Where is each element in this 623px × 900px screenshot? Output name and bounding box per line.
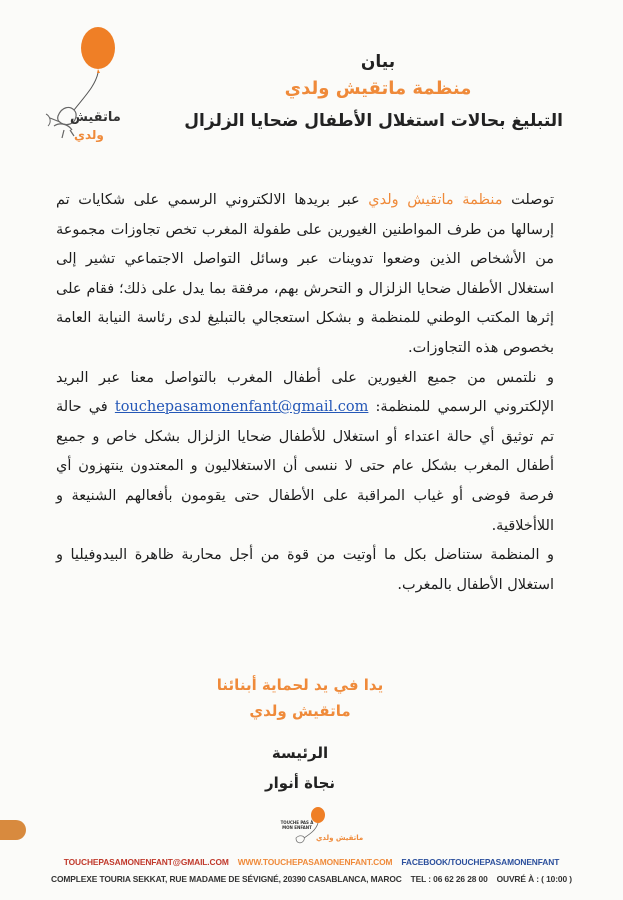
footer-address-line — [0, 874, 623, 884]
footer-tel: TEL : 06 62 26 28 00 — [410, 874, 488, 884]
signature-block — [150, 738, 450, 798]
side-tab — [0, 820, 26, 840]
organization-name: منظمة ماتقيش ولدي — [284, 78, 472, 99]
paragraph-3: و المنظمة ستناضل بكل ما أوتيت من قوة من أجل محاربة ظاهرة البيدوفيليا و استغلال الأطفال بالمغرب. — [56, 547, 554, 593]
document-header — [143, 50, 563, 134]
footer-contacts — [0, 857, 623, 867]
closing-org: ماتقيش ولدي — [249, 702, 351, 720]
logo-text-line1: ماتقيش — [70, 110, 121, 125]
paragraph-2 — [56, 364, 554, 542]
closing-slogan: يدا في يد لحماية أبنائنا — [216, 676, 384, 694]
footer-address: COMPLEXE TOURIA SEKKAT, RUE MADAME DE SÉVIGNÉ, 20390 CASABLANCA, MAROC — [51, 874, 402, 884]
document-body — [56, 186, 554, 600]
p1-org-name: منظمة ماتقيش ولدي — [368, 192, 503, 208]
email-link[interactable]: touchepasamonenfant@gmail.com — [114, 399, 369, 416]
paragraph-1 — [56, 186, 554, 364]
closing-block — [150, 672, 450, 724]
organization-logo — [40, 26, 121, 158]
document-title: بيان — [360, 52, 396, 72]
small-logo-text-fr: TOUCHE PAS À MON ENFANT — [280, 820, 314, 830]
footer-website[interactable]: WWW.TOUCHEPASAMONENFANT.COM — [237, 857, 393, 867]
footer-facebook[interactable]: FACEBOOK/TOUCHEPASAMONENFANT — [401, 857, 560, 867]
p2-text: في حالة تم توثيق أي حالة اعتداء أو استغلال للأطفال ضحايا الزلزال بشكل خاص و جميع أطفال المغرب بشكل عام حتى لا ننسى أن الاستغلاليون و المعتدون ينتهزون أي فرصة فوضى أو غياب المراقبة على الأطفال حتى يقومون بأفعالهم الشنيعة و اللاأخلاقية. — [56, 399, 554, 534]
logo-text-line2: ولدي — [74, 128, 104, 142]
p1-prefix: توصلت — [511, 192, 555, 208]
small-logo — [280, 806, 364, 852]
footer-email[interactable]: TOUCHEPASAMONENFANT@GMAIL.COM — [63, 857, 229, 867]
p1-text: عبر بريدها الالكتروني الرسمي على شكايات تم إرسالها من طرف المواطنين الغيورين على طفولة المغرب تخص تجاوزات مجموعة من الأشخاص الذين وضعوا تدوينات عبر وسائل التواصل الاجتماعي تشير إلى استغلال الأطفال ضحايا الزلزال و التحرش بهم، مرفقة بما يدل على ذلك؛ فقام على إثرها المكتب الوطني للمنظمة و بشكل استعجالي بالتبليغ لدى رئاسة النيابة العامة بخصوص هذه التجاوزات. — [56, 192, 554, 356]
document-subject: التبليغ بحالات استغلال الأطفال ضحايا الزلزال — [184, 111, 563, 131]
footer-open: OUVRÉ À : ( 10:00 ) — [496, 874, 572, 884]
p2-prefix: و نلتمس من جميع الغيورين على أطفال المغرب بالتواصل معنا عبر البريد الإلكتروني الرسمي للمنظمة: — [56, 369, 555, 416]
signature-name: نجاة أنوار — [264, 774, 336, 792]
signature-role: الرئيسة — [271, 744, 329, 762]
small-logo-text-ar: ماتقيش ولدي — [316, 834, 364, 842]
